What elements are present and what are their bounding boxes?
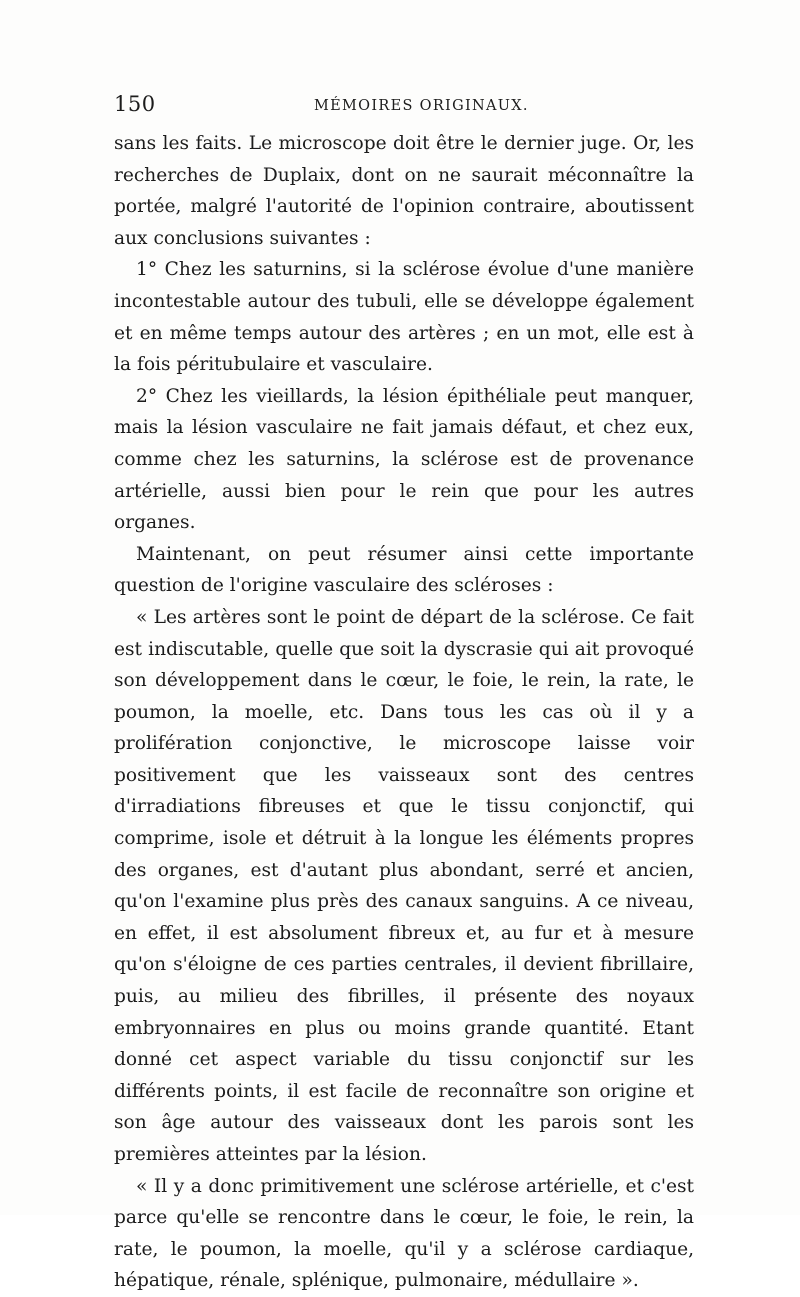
body-text xyxy=(114,128,694,1297)
paragraph-conclusion-1: 1° Chez les saturnins, si la sclérose évolue d'une manière incontestable autour des tubuli, elle se développe également et en même temps autour des artères ; en un mot, elle est à la fois péritubulaire et vasculaire. xyxy=(114,259,694,376)
running-head xyxy=(114,92,694,122)
paragraph-summary-intro: Maintenant, on peut résumer ainsi cette importante question de l'origine vasculaire des scléroses : xyxy=(114,543,694,597)
paragraph-continuation: sans les faits. Le microscope doit être le dernier juge. Or, les recherches de Duplaix, dont on ne saurait méconnaître la portée, malgré l'autorité de l'opinion contraire, aboutissent aux conclusions suivantes : xyxy=(114,133,694,249)
paragraph-quote-1: « Les artères sont le point de départ de la sclérose. Ce fait est indiscutable, quelle que soit la dyscrasie qui ait provoqué son développement dans le cœur, le foie, le rein, la rate, le poumon, la moelle, etc. Dans tous les cas où il y a prolifération conjonctive, le microscope laisse voir positivement que les vaisseaux sont des centres d'irradiations fibreuses et que le tissu conjonctif, qui comprime, isole et détruit à la longue les éléments propres des organes, est d'autant plus abondant, serré et ancien, qu'on l'examine plus près des canaux sanguins. A ce niveau, en effet, il est absolument fibreux et, au fur et à mesure qu'on s'éloigne de ces parties centrales, il devient fibrillaire, puis, au milieu des fibrilles, il présente des noyaux embryonnaires en plus ou moins grande quantité. Etant donné cet aspect variable du tissu conjonctif sur les différents points, il est facile de reconnaître son origine et son âge autour des vaisseaux dont les parois sont les premières atteintes par la lésion. xyxy=(114,606,694,1165)
paragraph-conclusion-2: 2° Chez les vieillards, la lésion épithéliale peut manquer, mais la lésion vasculaire ne fait jamais défaut, et chez eux, comme chez les saturnins, la sclérose est de provenance artérielle, aussi bien pour le rein que pour les autres organes. xyxy=(114,385,694,534)
running-title: MÉMOIRES ORIGINAUX. xyxy=(314,98,529,114)
paragraph-quote-2: « Il y a donc primitivement une sclérose artérielle, et c'est parce qu'elle se rencontre dans le cœur, le foie, le rein, la rate, le poumon, la moelle, qu'il y a sclérose cardiaque, hépatique, rénale, splénique, pulmonaire, médullaire ». xyxy=(114,1175,694,1292)
page-number: 150 xyxy=(114,92,156,116)
